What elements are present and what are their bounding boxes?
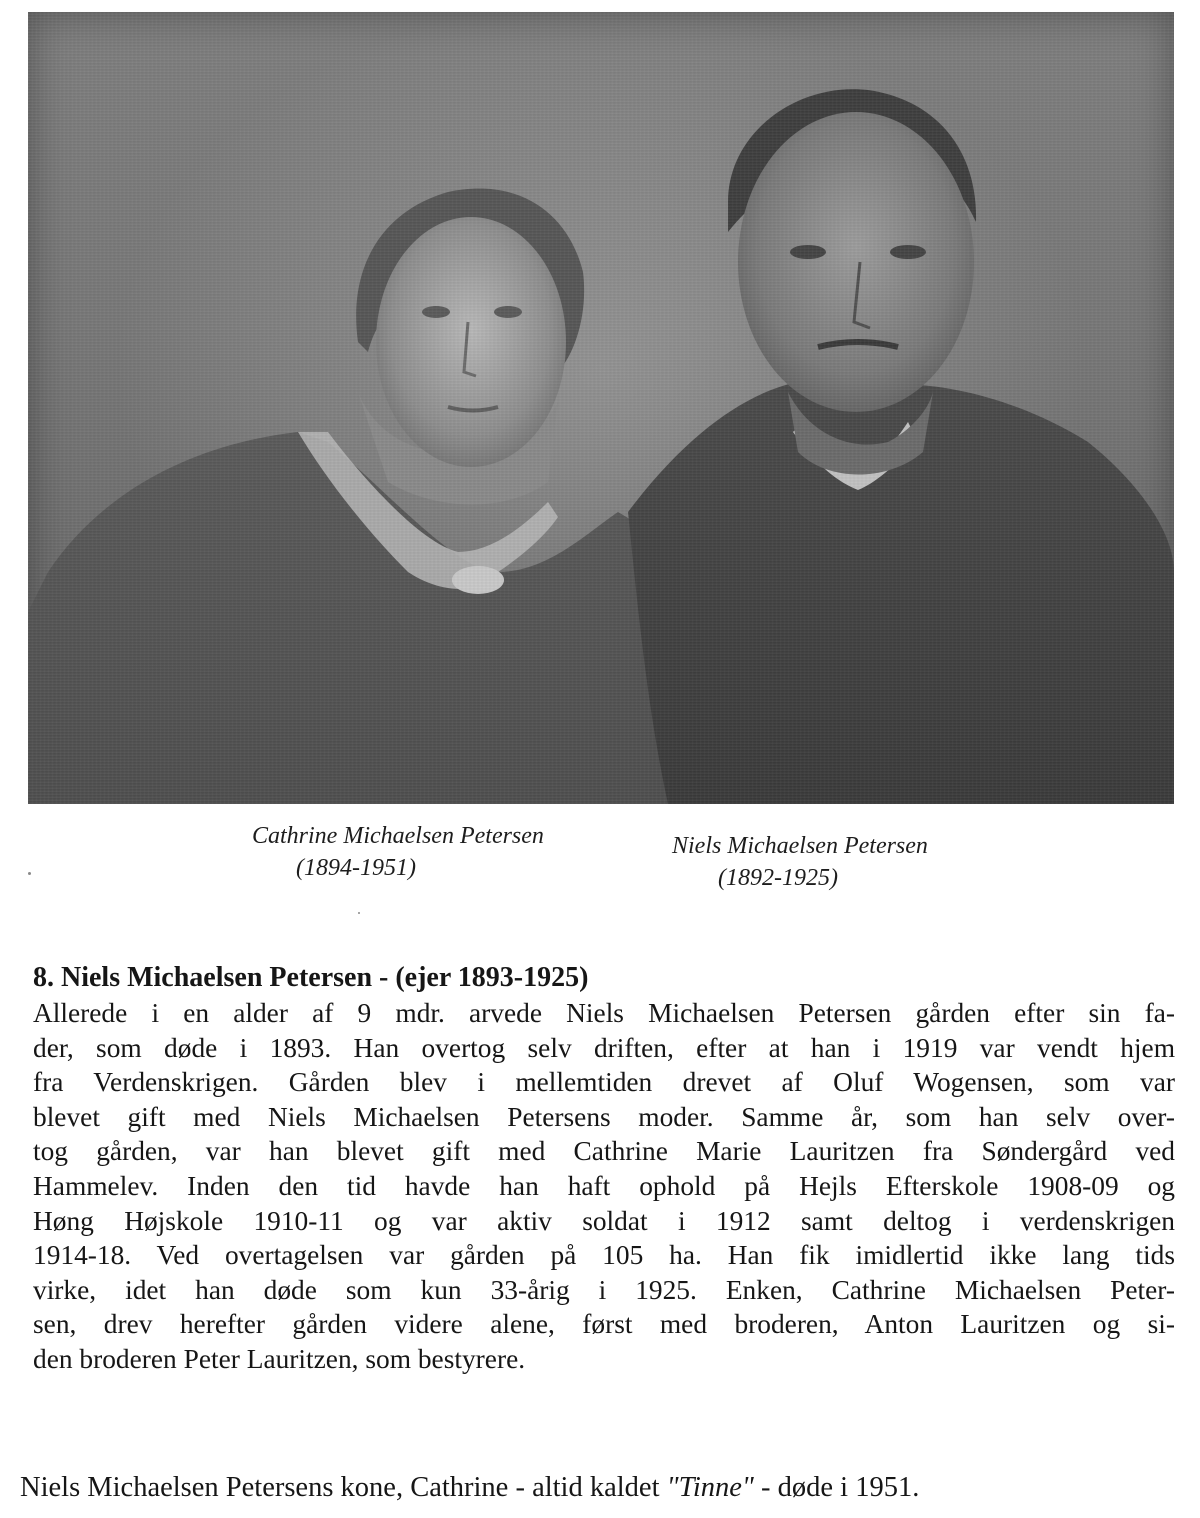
article-line: Hammelev. Inden den tid havde han haft ophold på Hejls Efterskole 1908-09 og: [33, 1170, 1175, 1201]
caption-woman: [252, 820, 544, 884]
article-line: der, som døde i 1893. Han overtog selv driften, efter at han i 1919 var vendt hjem: [33, 1032, 1175, 1063]
article-line: virke, idet han døde som kun 33-årig i 1925. Enken, Cathrine Michaelsen Peter-: [33, 1274, 1175, 1305]
portrait-photo-illustration: [28, 12, 1174, 804]
article-body: [33, 996, 1175, 1377]
caption-woman-name: Cathrine Michaelsen Petersen: [252, 823, 544, 849]
article-line: den broderen Peter Lauritzen, som bestyrere.: [33, 1343, 526, 1374]
caption-man: [672, 830, 928, 894]
footer-text-before: Niels Michaelsen Petersens kone, Cathrine - altid kaldet: [20, 1472, 667, 1503]
caption-man-dates: (1892-1925): [718, 865, 838, 891]
article-heading: 8. Niels Michaelsen Petersen - (ejer 1893-1925): [33, 962, 589, 993]
article-line: fra Verdenskrigen. Gården blev i mellemtiden drevet af Oluf Wogensen, som var: [33, 1067, 1175, 1098]
caption-woman-dates: (1894-1951): [296, 855, 416, 881]
caption-man-name: Niels Michaelsen Petersen: [672, 833, 928, 859]
article-line: Allerede i en alder af 9 mdr. arvede Niels Michaelsen Petersen gården efter sin fa-: [33, 998, 1175, 1028]
article-line: 1914-18. Ved overtagelsen var gården på 105 ha. Han fik imidlertid ikke lang tids: [33, 1240, 1175, 1271]
scan-speck: [358, 912, 360, 914]
footer-text-after: - døde i 1951.: [753, 1472, 920, 1503]
article: [33, 960, 1175, 1377]
article-line: sen, drev herefter gården videre alene, først med broderen, Anton Lauritzen og si-: [33, 1309, 1175, 1340]
article-line: Høng Højskole 1910-11 og var aktiv soldat i 1912 samt deltog i verdenskrigen: [33, 1205, 1175, 1236]
footer-sentence: [20, 1470, 919, 1506]
article-line: tog gården, var han blevet gift med Cathrine Marie Lauritzen fra Søndergård ved: [33, 1136, 1175, 1167]
portrait-photo: [28, 12, 1174, 804]
scan-speck: [28, 872, 31, 875]
article-line: blevet gift med Niels Michaelsen Petersens moder. Samme år, som han selv over-: [33, 1101, 1175, 1132]
footer-nickname: "Tinne": [666, 1472, 754, 1503]
